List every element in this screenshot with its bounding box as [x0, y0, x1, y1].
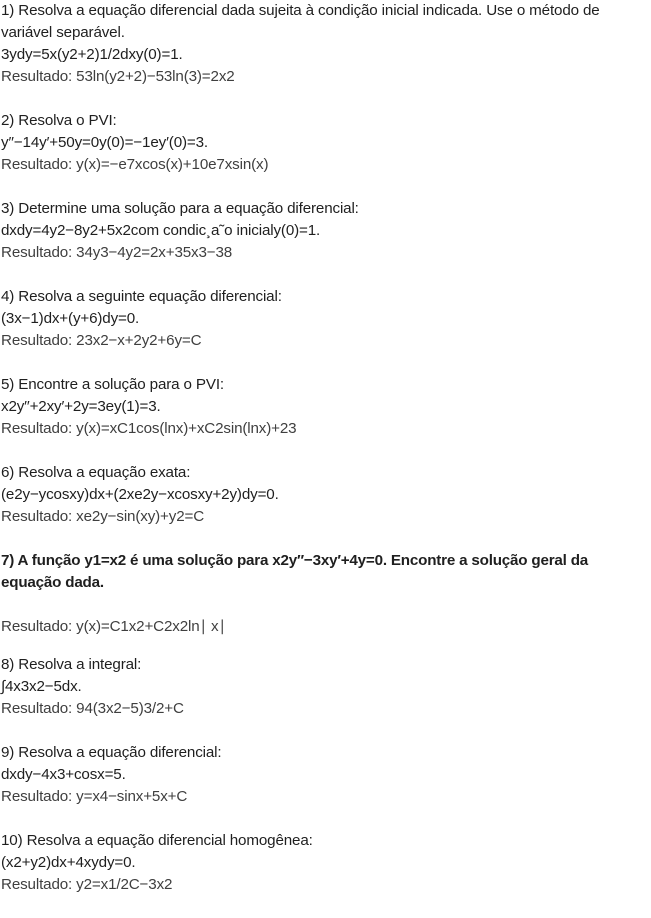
exercise-3 [1, 198, 651, 264]
exercise-result: Resultado: 23x2−x+2y2+6y=C [1, 332, 202, 349]
exercise-title: 4) Resolva a seguinte equação diferencial: [1, 288, 282, 305]
exercise-expression: dxdy=4y2−8y2+5x2com condic¸a˜o inicialy(0)=1. [1, 222, 321, 239]
exercise-result: Resultado: y(x)=C1x2+C2x2ln∣ x∣ [1, 618, 226, 635]
exercise-result: Resultado: y2=x1/2C−3x2 [1, 876, 173, 893]
exercise-title-continued: equação dada. [1, 574, 104, 591]
exercise-expression: dxdy−4x3+cosx=5. [1, 766, 126, 783]
exercise-result: Resultado: 53ln(y2+2)−53ln(3)=2x2 [1, 68, 235, 85]
exercise-title: 10) Resolva a equação diferencial homogênea: [1, 832, 313, 849]
exercise-6 [1, 462, 651, 528]
exercise-title: 8) Resolva a integral: [1, 656, 142, 673]
exercise-result: Resultado: 34y3−4y2=2x+35x3−38 [1, 244, 233, 261]
document-body [1, 0, 651, 918]
exercise-expression: (x2+y2)dx+4xydy=0. [1, 854, 136, 871]
exercise-title: 2) Resolva o PVI: [1, 112, 117, 129]
exercise-title: 9) Resolva a equação diferencial: [1, 744, 222, 761]
exercise-title: 6) Resolva a equação exata: [1, 464, 191, 481]
exercise-expression: (3x−1)dx+(y+6)dy=0. [1, 310, 140, 327]
exercise-title: 7) A função y1=x2 é uma solução para x2y′′−3xy′+4y=0. Encontre a solução geral da [1, 552, 589, 569]
exercise-result: Resultado: y(x)=xC1cos(lnx)+xC2sin(lnx)+23 [1, 420, 297, 437]
exercise-title: 1) Resolva a equação diferencial dada sujeita à condição inicial indicada. Use o método de [1, 2, 600, 19]
exercise-title: 5) Encontre a solução para o PVI: [1, 376, 224, 393]
exercise-8 [1, 654, 651, 720]
exercise-title-continued: variável separável. [1, 24, 125, 41]
exercise-title: 3) Determine uma solução para a equação diferencial: [1, 200, 359, 217]
exercise-result: Resultado: y=x4−sinx+5x+C [1, 788, 188, 805]
exercise-2 [1, 110, 651, 176]
exercise-spacer [1, 594, 651, 616]
exercise-expression: y′′−14y′+50y=0y(0)=−1ey′(0)=3. [1, 134, 208, 151]
exercise-expression: ∫4x3x2−5dx. [1, 678, 82, 695]
exercise-10 [1, 830, 651, 896]
exercise-expression: x2y′′+2xy′+2y=3ey(1)=3. [1, 398, 161, 415]
exercise-7 [1, 550, 651, 638]
exercise-expression: (e2y−ycosxy)dx+(2xe2y−xcosxy+2y)dy=0. [1, 486, 279, 503]
exercise-9 [1, 742, 651, 808]
exercise-result: Resultado: 94(3x2−5)3/2+C [1, 700, 184, 717]
exercise-result: Resultado: y(x)=−e7xcos(x)+10e7xsin(x) [1, 156, 269, 173]
exercise-expression: 3ydy=5x(y2+2)1/2dxy(0)=1. [1, 46, 183, 63]
exercise-5 [1, 374, 651, 440]
exercise-4 [1, 286, 651, 352]
exercise-1 [1, 0, 651, 88]
exercise-result: Resultado: xe2y−sin(xy)+y2=C [1, 508, 205, 525]
